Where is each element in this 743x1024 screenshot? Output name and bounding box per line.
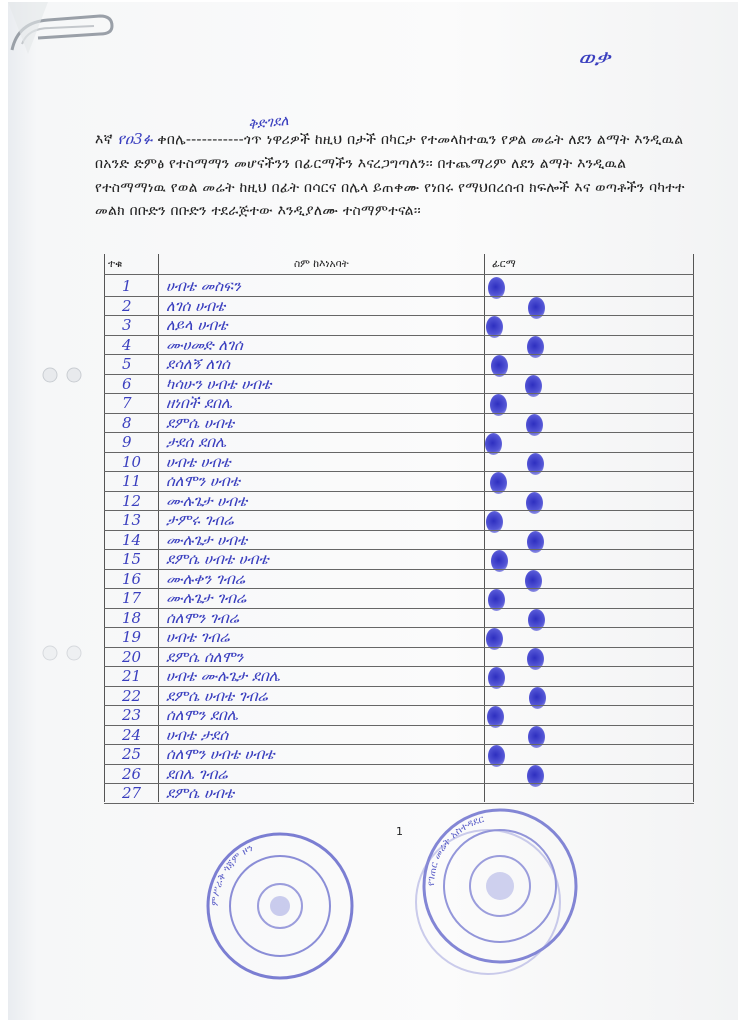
row-number: 9 bbox=[122, 433, 132, 451]
row-name: ሰለሞን ገብሬ bbox=[166, 608, 239, 627]
official-stamp-left bbox=[198, 830, 366, 982]
row-number: 13 bbox=[122, 511, 142, 529]
row-name: ለገሰ ሀብቴ bbox=[166, 296, 226, 315]
page-number: 1 bbox=[396, 825, 403, 838]
row-number: 24 bbox=[122, 725, 142, 744]
row-number: 4 bbox=[122, 335, 132, 354]
row-number: 14 bbox=[122, 530, 142, 549]
row-name: ለይላ ሀብቴ bbox=[166, 316, 228, 334]
row-name: ደምሴ ሰለሞን bbox=[166, 647, 244, 666]
signature-table bbox=[104, 254, 694, 814]
stamp-right-text: የገጠር መሬት አስተዳደር bbox=[425, 814, 486, 887]
row-name: ሙሀመድ ለገሰ bbox=[166, 335, 243, 354]
row-number: 16 bbox=[122, 569, 142, 588]
row-name: ሰለሞን ደበሌ bbox=[166, 706, 238, 724]
header-name: ስም ከእነአባት bbox=[294, 258, 349, 270]
table-row-divider bbox=[104, 803, 694, 804]
header-no: ተቁ bbox=[108, 258, 123, 270]
row-name: ሀብቴ ሀብቴ bbox=[166, 452, 231, 471]
row-name: ሙሉቀን ገብሬ bbox=[166, 569, 245, 588]
row-name: ዘነበች ደበሌ bbox=[166, 394, 232, 412]
row-number: 17 bbox=[122, 589, 142, 607]
row-number: 27 bbox=[122, 784, 142, 802]
table-header bbox=[104, 254, 694, 274]
row-name: ሀብቴ ሙሉጌታ ደበሌ bbox=[166, 667, 280, 685]
row-number: 26 bbox=[122, 764, 142, 783]
row-number: 7 bbox=[122, 394, 132, 412]
table-border-left bbox=[104, 254, 105, 802]
intro-text-2: ቀበሌ bbox=[152, 132, 186, 148]
row-name: ካሳሁን ሀብቴ ሀብቴ bbox=[166, 374, 272, 393]
row-number: 10 bbox=[122, 452, 142, 471]
handwritten-page-mark: ወቃ bbox=[578, 46, 611, 71]
row-number: 2 bbox=[122, 296, 132, 315]
row-name: ሰለሞን ሀብቴ bbox=[166, 472, 240, 490]
row-number: 25 bbox=[122, 745, 142, 763]
row-name: ሰለሞን ሀብቴ ሀብቴ bbox=[166, 745, 275, 763]
row-name: ታምሩ ገብሬ bbox=[166, 511, 234, 529]
row-number: 20 bbox=[122, 647, 142, 666]
row-name: ታደሰ ደበሌ bbox=[166, 433, 227, 451]
row-name: ሀብቴ መስፍን bbox=[166, 277, 241, 295]
table-row-divider bbox=[104, 274, 694, 275]
row-name: ደምሴ ሀብቴ bbox=[166, 784, 234, 802]
intro-blank: ----------- bbox=[185, 132, 244, 148]
header-sign: ፊርማ bbox=[492, 258, 516, 270]
row-name: ሀብቴ ታደሰ bbox=[166, 725, 229, 744]
intro-text-3: ጎጥ ነዋሪዎች ከዚህ በታች በካርታ የተመላከተዉን የዎል መሬት ለደን ልማት እንዲዉል በአንድ ድምፅ የተስማማን መሆናችንን በፊርማችን እናረጋግጣለን፡፡ በተጨማሪም ለደን ልማት እንዲዉል የተስማማነዉ የወል መሬት ከዚህ በፊት በሳርና በሌላ ይጠቀሙ የነበሩ የማህበረሰብ ክፍሎች እና ወጣቶችን ባካተተ መልክ በቡድን በቡድን ተደራጅተው እንዲያለሙ ተስማምተናል፡፡ bbox=[95, 132, 685, 220]
row-name: ሙሉጌታ ገብሬ bbox=[166, 589, 247, 607]
row-name: ደበሌ ገብሬ bbox=[166, 764, 228, 783]
handwritten-code: የዐ3ፉ bbox=[117, 130, 153, 148]
scanned-page bbox=[8, 2, 738, 1020]
row-name: ደምሴ ሀብቴ ገብሬ bbox=[166, 686, 268, 705]
row-name: ሀብቴ ገብሬ bbox=[166, 628, 230, 646]
row-number: 19 bbox=[122, 628, 142, 646]
intro-paragraph bbox=[95, 128, 685, 224]
row-number: 3 bbox=[122, 316, 132, 334]
handwritten-kebele-name: ቅድገደለ bbox=[247, 112, 290, 134]
row-number: 11 bbox=[122, 472, 142, 490]
punch-holes bbox=[38, 362, 90, 388]
row-name: ሙሉጌታ ሀብቴ bbox=[166, 530, 248, 549]
row-number: 1 bbox=[122, 277, 132, 295]
row-number: 21 bbox=[122, 667, 142, 685]
intro-text-1: እኛ bbox=[95, 132, 118, 148]
row-name: ደምሴ ሀብቴ bbox=[166, 413, 234, 432]
row-name: ደምሴ ሀብቴ ሀብቴ bbox=[166, 550, 269, 568]
official-stamp-right bbox=[410, 802, 590, 978]
paper-clip-icon bbox=[8, 2, 118, 62]
row-number: 6 bbox=[122, 374, 132, 393]
row-number: 8 bbox=[122, 413, 132, 432]
row-number: 5 bbox=[122, 355, 132, 373]
stamp-left-text: ምሥራቅ ጎጃም ዞን bbox=[209, 842, 256, 907]
table-column-divider bbox=[484, 254, 485, 802]
row-name: ደሳለኝ ለገሰ bbox=[166, 355, 230, 373]
row-number: 12 bbox=[122, 491, 142, 510]
row-name: ሙሉጌታ ሀብቴ bbox=[166, 491, 248, 510]
punch-holes bbox=[38, 640, 90, 666]
row-number: 22 bbox=[122, 686, 142, 705]
row-number: 15 bbox=[122, 550, 142, 568]
table-border-right bbox=[693, 254, 694, 802]
row-number: 23 bbox=[122, 706, 142, 724]
row-number: 18 bbox=[122, 608, 142, 627]
